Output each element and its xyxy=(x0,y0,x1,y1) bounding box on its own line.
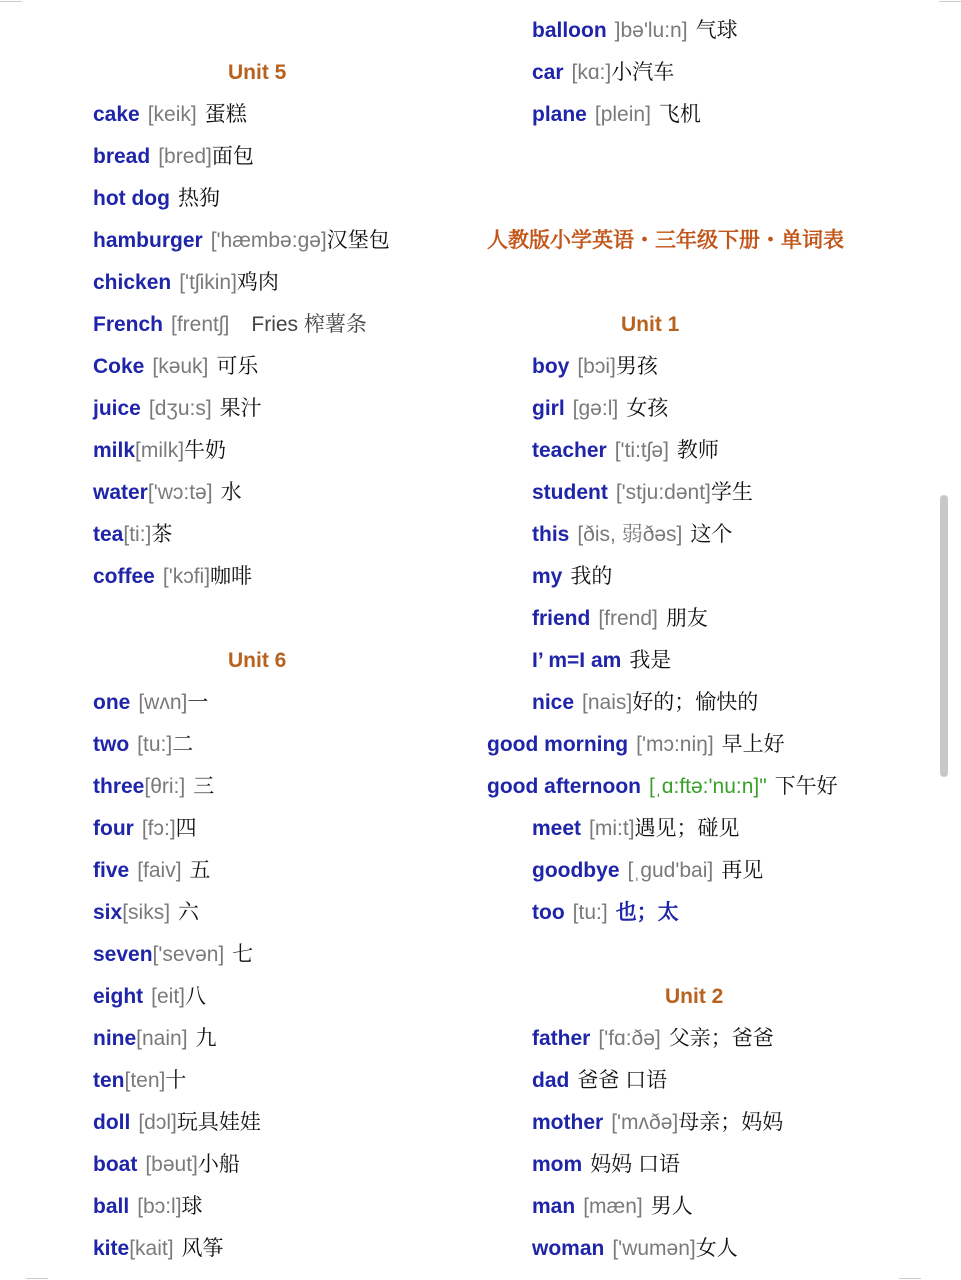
vocab-phonetic: [frentʃ] xyxy=(171,313,230,336)
vocab-meaning: 玩具娃娃 xyxy=(176,1111,261,1134)
vocab-word: five xyxy=(93,859,130,882)
vocab-word: goodbye xyxy=(532,859,620,882)
vocab-word: doll xyxy=(93,1111,131,1134)
vocab-word: father xyxy=(532,1027,591,1050)
unit-heading: Unit 1 xyxy=(621,313,680,336)
vocab-phonetic: [frend] xyxy=(598,607,658,630)
vocab-meaning: 蛋糕 xyxy=(204,103,247,126)
vocab-phonetic: [nain] xyxy=(136,1027,188,1050)
vocab-entry xyxy=(93,472,473,514)
left-column xyxy=(93,52,473,1270)
right-column xyxy=(487,10,927,1270)
page-title: 人教版小学英语・三年级下册・单词表 xyxy=(487,229,844,252)
vocab-meaning: 男人 xyxy=(650,1195,693,1218)
vocab-meaning: 四 xyxy=(175,817,197,840)
vocab-phonetic: [bɔi] xyxy=(577,355,616,378)
vocab-word: my xyxy=(532,565,563,588)
unit-heading: Unit 2 xyxy=(665,985,724,1008)
vocab-phonetic: ['fɑ:ðə] xyxy=(598,1027,661,1050)
vocab-word: mother xyxy=(532,1111,604,1134)
vocab-phonetic: [ti:] xyxy=(123,523,152,546)
vocab-meaning: 下午好 xyxy=(774,775,838,798)
vocab-meaning: 六 xyxy=(178,901,200,924)
vocab-word: bread xyxy=(93,145,151,168)
vocab-word: good afternoon xyxy=(487,775,641,798)
vocab-meaning: 风筝 xyxy=(181,1237,224,1260)
vocab-meaning: 球 xyxy=(181,1195,203,1218)
vocab-phonetic: [kəuk] xyxy=(152,355,209,378)
unit-heading: Unit 6 xyxy=(228,649,287,672)
vocab-meaning: 三 xyxy=(193,775,215,798)
vocab-word: hamburger xyxy=(93,229,203,252)
vocab-entry xyxy=(93,850,473,892)
vocab-phonetic: [tu:] xyxy=(137,733,173,756)
vocab-entry xyxy=(93,430,473,472)
vocab-phonetic: [tu:] xyxy=(572,901,608,924)
vocab-word: friend xyxy=(532,607,591,630)
vocab-phonetic: [milk] xyxy=(135,439,185,462)
vocab-meaning: 妈妈 口语 xyxy=(590,1153,681,1176)
vocab-meaning: 九 xyxy=(195,1027,217,1050)
vocab-meaning: 小汽车 xyxy=(611,61,675,84)
vocab-meaning: 教师 xyxy=(676,439,719,462)
vocab-meaning: 再见 xyxy=(721,859,764,882)
vocab-word: tea xyxy=(93,523,124,546)
vocab-entry xyxy=(487,94,927,136)
blank-line xyxy=(487,262,927,304)
vocab-phonetic: [wʌn] xyxy=(138,691,188,714)
vocab-meaning: 早上好 xyxy=(721,733,785,756)
vocab-meaning: 母亲；妈妈 xyxy=(678,1111,784,1134)
vocab-word: this xyxy=(532,523,570,546)
vocab-phonetic: [faiv] xyxy=(137,859,182,882)
vocab-meaning: 学生 xyxy=(710,481,753,504)
vocab-phonetic: ['mʌðə] xyxy=(611,1111,679,1134)
vocab-meaning: 五 xyxy=(189,859,211,882)
vocab-entry xyxy=(93,346,473,388)
vocab-entry xyxy=(93,682,473,724)
vocab-phonetic: ['wumən] xyxy=(612,1237,696,1260)
vocab-phonetic: [bred] xyxy=(158,145,212,168)
blank-line xyxy=(93,598,473,640)
vocab-entry xyxy=(93,1102,473,1144)
vocab-entry xyxy=(93,934,473,976)
vocab-meaning: 八 xyxy=(185,985,207,1008)
vocab-word: student xyxy=(532,481,608,504)
vocab-meaning: 果汁 xyxy=(219,397,262,420)
vocab-word: Coke xyxy=(93,355,145,378)
vocab-meaning: 水 xyxy=(220,481,242,504)
vocab-phonetic: ['stju:dənt] xyxy=(615,481,711,504)
vocab-meaning: 七 xyxy=(232,943,254,966)
vocab-entry xyxy=(93,1186,473,1228)
vocab-word: ten xyxy=(93,1069,125,1092)
vocab-entry xyxy=(487,1228,927,1270)
corner-mark xyxy=(0,1,22,2)
vocab-entry xyxy=(487,1102,927,1144)
vocab-phonetic: [gə:l] xyxy=(572,397,619,420)
vocab-meaning: 汉堡包 xyxy=(326,229,390,252)
vocab-entry xyxy=(93,556,473,598)
vocab-phonetic: ['ti:tʃə] xyxy=(614,439,669,462)
vocab-meaning: 茶 xyxy=(151,523,173,546)
vocab-phonetic: ['kɔfi] xyxy=(162,565,211,588)
vocab-phonetic: [kɑ:] xyxy=(571,61,612,84)
vocab-meaning: 爸爸 口语 xyxy=(577,1069,668,1092)
vocab-entry xyxy=(93,1060,473,1102)
vocab-word: hot dog xyxy=(93,187,170,210)
vocab-word: milk xyxy=(93,439,136,462)
vocab-entry xyxy=(93,136,473,178)
vocab-meaning: 朋友 xyxy=(665,607,708,630)
vocab-meaning: 牛奶 xyxy=(184,439,227,462)
vocab-phonetic: [θri:] xyxy=(144,775,186,798)
vocab-meaning: 面包 xyxy=(211,145,254,168)
vocab-meaning: 男孩 xyxy=(615,355,658,378)
vocab-word: eight xyxy=(93,985,144,1008)
blank-line xyxy=(487,178,927,220)
vocab-phonetic: [nais] xyxy=(582,691,633,714)
vocab-phonetic: [keik] xyxy=(147,103,197,126)
corner-mark xyxy=(26,1278,48,1279)
vocab-entry xyxy=(487,10,927,52)
vocab-entry xyxy=(93,220,473,262)
vocab-word: man xyxy=(532,1195,576,1218)
vocab-meaning: 气球 xyxy=(695,19,738,42)
vocab-word: good morning xyxy=(487,733,629,756)
vocab-meaning: 十 xyxy=(165,1069,187,1092)
blank-line xyxy=(487,136,927,178)
vocab-meaning: 这个 xyxy=(690,523,733,546)
vocab-entry xyxy=(93,892,473,934)
vocab-phonetic: [ten] xyxy=(124,1069,166,1092)
vocab-entry xyxy=(93,304,473,346)
vocab-entry xyxy=(93,178,473,220)
vocab-phonetic: [eit] xyxy=(151,985,186,1008)
vocab-entry xyxy=(487,1186,927,1228)
vocab-entry xyxy=(93,724,473,766)
vocab-phonetic: [ðis, 弱ðəs] xyxy=(577,523,683,546)
vocab-meaning: 小船 xyxy=(197,1153,240,1176)
vocab-phonetic: [siks] xyxy=(122,901,171,924)
vocab-word: mom xyxy=(532,1153,583,1176)
vocab-word: meet xyxy=(532,817,582,840)
vocab-meaning: 咖啡 xyxy=(210,565,253,588)
vocab-meaning: 好的；愉快的 xyxy=(632,691,759,714)
vocab-entry xyxy=(487,556,927,598)
vocab-meaning: 也；太 xyxy=(615,901,679,924)
vocab-meaning: 可乐 xyxy=(216,355,259,378)
vocab-entry xyxy=(93,388,473,430)
vocab-phonetic: [bəut] xyxy=(145,1153,198,1176)
blank-line xyxy=(487,934,927,976)
vocab-phonetic: [dʒu:s] xyxy=(148,397,212,420)
vocab-meaning: 我是 xyxy=(629,649,672,672)
vocab-entry xyxy=(93,976,473,1018)
vocab-phonetic: ]bə'lu:n] xyxy=(614,19,688,42)
vocab-meaning: 飞机 xyxy=(658,103,701,126)
vocab-entry xyxy=(487,388,927,430)
vocab-word: water xyxy=(93,481,148,504)
vocab-entry xyxy=(487,514,927,556)
vocab-phonetic: [mæn] xyxy=(583,1195,643,1218)
corner-mark xyxy=(899,1278,921,1279)
vocab-word: boat xyxy=(93,1153,138,1176)
vocab-entry xyxy=(487,472,927,514)
vocab-entry xyxy=(93,1228,473,1270)
vocab-word: dad xyxy=(532,1069,570,1092)
vocab-word: woman xyxy=(532,1237,605,1260)
vocab-meaning: 热狗 xyxy=(177,187,220,210)
vocab-meaning: Fries 榨薯条 xyxy=(251,313,367,336)
vocab-phonetic: ['wɔ:tə] xyxy=(147,481,213,504)
unit-heading: Unit 5 xyxy=(228,61,287,84)
vocab-phonetic: ['tʃikin] xyxy=(179,271,237,294)
vocab-phonetic: [plein] xyxy=(594,103,651,126)
vocab-entry xyxy=(487,850,927,892)
vocab-entry xyxy=(93,94,473,136)
vocab-phonetic: [ˌgud'bai] xyxy=(627,859,714,882)
vocab-entry xyxy=(93,1018,473,1060)
vocab-word: kite xyxy=(93,1237,130,1260)
vocab-entry xyxy=(487,1060,927,1102)
vocab-word: six xyxy=(93,901,123,924)
vocab-word: one xyxy=(93,691,131,714)
vocab-entry xyxy=(93,262,473,304)
vocab-meaning: 遇见；碰见 xyxy=(634,817,740,840)
vocab-word: ball xyxy=(93,1195,130,1218)
vocab-word: I’ m=I am xyxy=(532,649,622,672)
vocab-word: nine xyxy=(93,1027,137,1050)
vocab-entry xyxy=(93,1144,473,1186)
vocab-meaning: 女人 xyxy=(695,1237,738,1260)
vocab-entry xyxy=(93,808,473,850)
vocab-phonetic: [dɔl] xyxy=(138,1111,177,1134)
vocab-phonetic: [kait] xyxy=(129,1237,174,1260)
vocab-entry xyxy=(93,766,473,808)
vocab-entry xyxy=(487,52,927,94)
vocab-entry xyxy=(487,808,927,850)
vocab-word: seven xyxy=(93,943,153,966)
vocab-meaning: 鸡肉 xyxy=(236,271,279,294)
vocab-word: plane xyxy=(532,103,587,126)
vocab-entry xyxy=(487,346,927,388)
vocab-phonetic: [mi:t] xyxy=(589,817,635,840)
vocab-meaning: 一 xyxy=(187,691,209,714)
vocab-entry xyxy=(487,1018,927,1060)
vocab-word: too xyxy=(532,901,565,924)
vocab-entry xyxy=(487,682,927,724)
vocab-entry xyxy=(487,892,927,934)
scrollbar[interactable] xyxy=(940,495,948,777)
vocab-meaning: 女孩 xyxy=(626,397,669,420)
vocab-entry xyxy=(487,598,927,640)
vocab-phonetic: ['mɔ:niŋ] xyxy=(636,733,714,756)
corner-mark xyxy=(939,1,961,2)
vocab-word: four xyxy=(93,817,134,840)
vocab-meaning: 我的 xyxy=(570,565,613,588)
vocab-word: boy xyxy=(532,355,570,378)
vocab-entry xyxy=(487,430,927,472)
vocab-entry xyxy=(487,1144,927,1186)
vocab-word: balloon xyxy=(532,19,607,42)
vocab-word: French xyxy=(93,313,164,336)
vocab-word: coffee xyxy=(93,565,155,588)
vocab-word: three xyxy=(93,775,145,798)
vocab-word: girl xyxy=(532,397,565,420)
vocab-word: juice xyxy=(93,397,141,420)
vocab-word: car xyxy=(532,61,564,84)
vocab-word: cake xyxy=(93,103,140,126)
vocab-phonetic: ['hæmbə:gə] xyxy=(210,229,327,252)
vocab-meaning: 二 xyxy=(172,733,194,756)
vocab-word: chicken xyxy=(93,271,172,294)
vocab-word: two xyxy=(93,733,130,756)
vocab-entry xyxy=(487,640,927,682)
vocab-phonetic: [fɔ:] xyxy=(141,817,176,840)
vocab-word: teacher xyxy=(532,439,607,462)
vocab-phonetic: ['sevən] xyxy=(152,943,225,966)
vocab-phonetic: [bɔ:l] xyxy=(137,1195,182,1218)
vocab-entry xyxy=(487,724,927,766)
vocab-entry xyxy=(93,514,473,556)
vocab-entry xyxy=(487,766,927,808)
vocab-word: nice xyxy=(532,691,575,714)
vocab-meaning: 父亲；爸爸 xyxy=(668,1027,774,1050)
vocab-phonetic: [ˌɑ:ftə:'nu:n]" xyxy=(648,775,767,798)
